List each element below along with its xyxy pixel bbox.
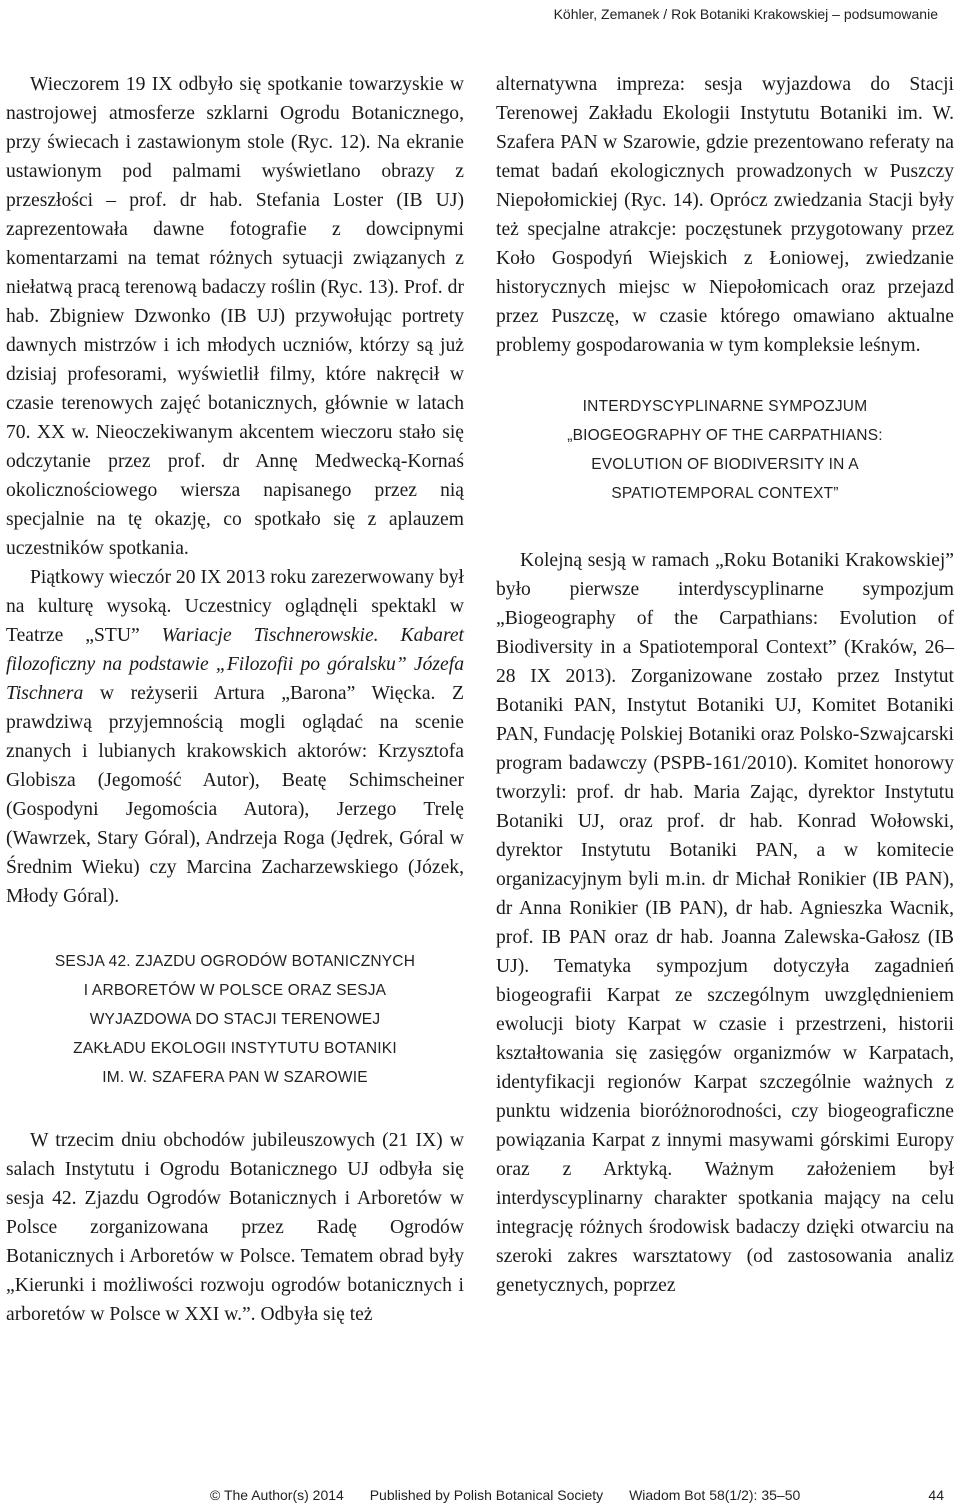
publisher: Published by Polish Botanical Society — [369, 1487, 604, 1503]
right-column — [496, 70, 954, 1300]
heading-line: I ARBORETÓW W POLSCE ORAZ SESJA — [83, 982, 387, 999]
heading-line: WYJAZDOWA DO STACJI TERENOWEJ — [89, 1011, 381, 1028]
heading-line: ZAKŁADU EKOLOGII INSTYTUTU BOTANIKI — [73, 1040, 397, 1057]
paragraph: Wieczorem 19 IX odbyło się spotkanie towarzyskie w nastrojowej atmosferze szklarni Ogrodu Botanicznego, przy świecach i zastawionym stole (Ryc. 12). Na ekranie ustawionym pod palmami wyświetlano obrazy z przeszłości – prof. dr hab. Stefania Loster (IB UJ) zaprezentowała dawne fotografie z dowcipnymi komentarzami na temat różnych sytuacji związanych z niełatwą pracą terenową badaczy roślin (Ryc. 13). Prof. dr hab. Zbigniew Dzwonko (IB UJ) przywołując portrety dawnych mistrzów i ich młodych uczniów, którzy są już dzisiaj profesorami, wyświetlił filmy, które nakręcił w czasie terenowych zajęć botanicznych, głównie w latach 70. XX w. Nieoczekiwanym akcentem wieczoru stało się odczytanie przez prof. dr Annę Medwecką-Kornaś okolicznościowego wiersza napisanego przez nią specjalnie na tę okazję, co spotkało się z aplauzem uczestników spotkania. — [6, 74, 464, 559]
page-footer — [210, 1487, 944, 1503]
heading-line: EVOLUTION OF BIODIVERSITY IN A — [591, 456, 859, 473]
section-heading — [496, 392, 954, 508]
page-number: 44 — [928, 1487, 944, 1503]
copyright: © The Author(s) 2014 — [210, 1487, 344, 1503]
heading-line: SESJA 42. ZJAZDU OGRODÓW BOTANICZNYCH — [54, 953, 416, 970]
paragraph — [6, 563, 464, 911]
section-heading — [6, 947, 464, 1092]
text-run: w reżyserii Artura „Barona” Więcka. Z prawdziwą przyjemnością mogli oglądać na scenie znanych i lubianych krakowskich aktorów: Krzysztofa Globisza (Jegomość Autor), Beatę Schimscheiner (Gospodyni Jegomościa Autora), Jerzego Trelę (Wawrzek, Stary Góral), Andrzeja Roga (Jędrek, Góral w Średnim Wieku) czy Marcina Zacharzewskiego (Józek, Młody Góral). — [6, 683, 464, 907]
italic-title: Wariacje Tischnerowskie. Kabaret filozoficzny na podstawie „Filozofii po góralsku” Józefa Tischnera — [6, 625, 464, 704]
heading-line: SPATIOTEMPORAL CONTEXT” — [611, 485, 839, 502]
left-column — [6, 70, 464, 1329]
journal-citation: Wiadom Bot 58(1/2): 35–50 — [629, 1487, 801, 1503]
running-header: Köhler, Zemanek / Rok Botaniki Krakowskiej – podsumowanie — [553, 6, 938, 22]
text-run: Piątkowy wieczór 20 IX 2013 roku zarezerwowany był na kulturę wysoką. Uczestnicy oglądnęli spektakl w Teatrze „STU” — [6, 567, 464, 646]
heading-line: IM. W. SZAFERA PAN W SZAROWIE — [102, 1069, 368, 1086]
paragraph: W trzecim dniu obchodów jubileuszowych (21 IX) w salach Instytutu i Ogrodu Botanicznego UJ odbyła się sesja 42. Zjazdu Ogrodów Botanicznych i Arboretów w Polsce zorganizowana przez Radę Ogrodów Botanicznych i Arboretów w Polsce. Tematem obrad były „Kierunki i możliwości rozwoju ogrodów botanicznych i arboretów w Polsce w XXI w.”. Odbyła się też — [6, 1130, 464, 1325]
footer-info — [210, 1487, 822, 1503]
heading-line: „BIOGEOGRAPHY OF THE CARPATHIANS: — [567, 427, 883, 444]
heading-line: INTERDYSCYPLINARNE SYMPOZJUM — [582, 398, 868, 415]
paragraph: alternatywna impreza: sesja wyjazdowa do Stacji Terenowej Zakładu Ekologii Instytutu Botaniki im. W. Szafera PAN w Szarowie, gdzie prezentowano referaty na temat badań ekologicznych prowadzonych w Puszczy Niepołomickiej (Ryc. 14). Oprócz zwiedzania Stacji były też specjalne atrakcje: poczęstunek przygotowany przez Koło Gospodyń Wiejskich z Łoniowej, zwiedzanie historycznych miejsc w Niepołomicach oraz przejazd przez Puszczę, w czasie którego omawiano aktualne problemy gospodarowania w tym kompleksie leśnym. — [496, 74, 954, 356]
paragraph: Kolejną sesją w ramach „Roku Botaniki Krakowskiej” było pierwsze interdyscyplinarne sympozjum „Biogeography of the Carpathians: Evolution of Biodiversity in a Spatiotemporal Context” (Kraków, 26–28 IX 2013). Zorganizowane zostało przez Instytut Botaniki PAN, Instytut Botaniki UJ, Komitet Botaniki PAN, Fundację Polskiej Botaniki oraz Polsko-Szwajcarski program badawczy (PSPB-161/2010). Komitet honorowy tworzyli: prof. dr hab. Maria Zając, dyrektor Instytutu Botaniki UJ, oraz prof. dr hab. Konrad Wołowski, dyrektor Instytutu Botaniki PAN, a w komitecie organizacyjnym byli m.in. dr Michał Ronikier (IB PAN), dr Anna Ronikier (IB PAN), dr hab. Agnieszka Wacnik, prof. IB PAN oraz dr hab. Joanna Zalewska-Gałosz (IB UJ). Tematyka sympozjum dotyczyła zagadnień biogeografii Karpat ze szczególnym uwzględnieniem ewolucji bioty Karpat w czasie i przestrzeni, historii kształtowania się zasięgów organizmów w Karpatach, identyfikacji regionów Karpat szczególnie ważnych z punktu widzenia bioróżnorodności, czy biogeograficzne powiązania Karpat z innymi masywami górskimi Europy oraz z Arktyką. Ważnym założeniem był interdyscyplinarny charakter spotkania mający na celu integrację różnych środowisk badaczy dzięki otwarciu na szeroki zakres warsztatowy (od zastosowania analiz genetycznych, poprzez — [496, 550, 954, 1296]
